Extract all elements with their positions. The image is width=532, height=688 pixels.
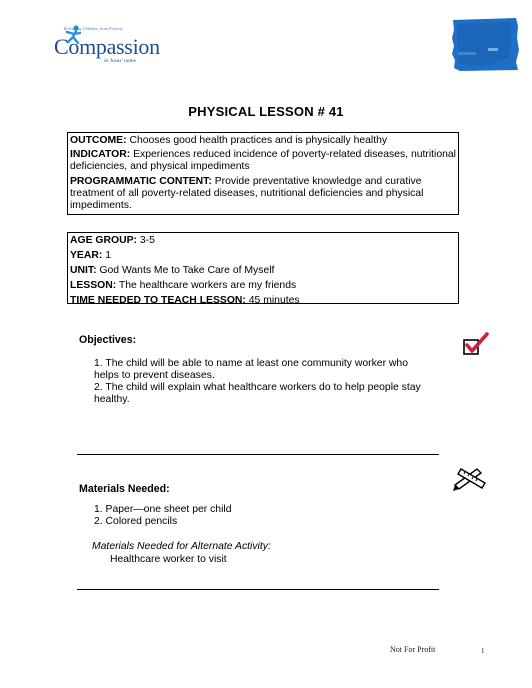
pencil-ruler-icon (453, 465, 487, 491)
page-title: PHYSICAL LESSON # 41 (188, 104, 344, 119)
footer-note: Not For Profit (390, 645, 436, 654)
blue-brush-mark (450, 16, 520, 72)
lesson-label: LESSON: (70, 279, 117, 291)
year-line (70, 250, 456, 262)
list-item: 2. Colored pencils (94, 516, 178, 527)
outcome-line (70, 135, 456, 147)
logo-tagline: Releasing Children from Poverty (64, 26, 123, 31)
content-line (70, 176, 456, 213)
unit-line (70, 265, 456, 277)
time-value: 45 minutes (245, 294, 300, 306)
outcome-box (67, 132, 459, 215)
lesson-value: The healthcare workers are my friends (116, 279, 297, 291)
logo-wordmark: Compassion (54, 34, 160, 59)
year-value: 1 (102, 249, 112, 261)
list-item: 2. The child will explain what healthcare workers do to help people stay healthy. (94, 382, 421, 405)
objectives-list (94, 358, 434, 406)
indicator-line (70, 149, 456, 173)
outcome-text: Chooses good health practices and is physically healthy (126, 135, 388, 146)
lesson-line (70, 280, 456, 292)
alternate-materials-heading: Materials Needed for Alternate Activity: (92, 541, 271, 552)
indicator-label: INDICATOR: (70, 149, 131, 161)
age-value: 3-5 (136, 235, 155, 246)
materials-list (94, 504, 394, 528)
unit-label: UNIT: (70, 264, 97, 276)
unit-value: God Wants Me to Take Care of Myself (96, 264, 275, 276)
list-item: 1. The child will be able to name at least one community worker who helps to prevent diseases. (94, 358, 408, 381)
page-number: 1 (481, 647, 485, 655)
indicator-text: Experiences reduced incidence of poverty-related diseases, nutritional deficiencies, and physical impediments (70, 149, 456, 173)
time-line (70, 295, 456, 307)
alternate-materials-item: Healthcare worker to visit (110, 554, 227, 565)
objectives-heading: Objectives: (79, 334, 137, 346)
divider (77, 454, 439, 455)
content-text: Provide preventative knowledge and curative treatment of all poverty-related diseases, nutritional deficiencies and physical impediments. (70, 175, 424, 212)
checked-box-icon (462, 331, 490, 357)
lesson-box (67, 232, 459, 304)
age-label: AGE GROUP: (70, 235, 137, 246)
outcome-label: OUTCOME: (70, 135, 127, 146)
divider (77, 589, 439, 590)
year-label: YEAR: (70, 249, 103, 261)
list-item: 1. Paper—one sheet per child (94, 504, 232, 515)
logo-subline: in Jesus' name (104, 58, 137, 64)
time-label: TIME NEEDED TO TEACH LESSON: (70, 294, 246, 306)
compassion-logo (52, 22, 164, 70)
content-label: PROGRAMMATIC CONTENT: (70, 175, 212, 187)
materials-heading: Materials Needed: (79, 483, 170, 495)
age-line (70, 235, 456, 247)
